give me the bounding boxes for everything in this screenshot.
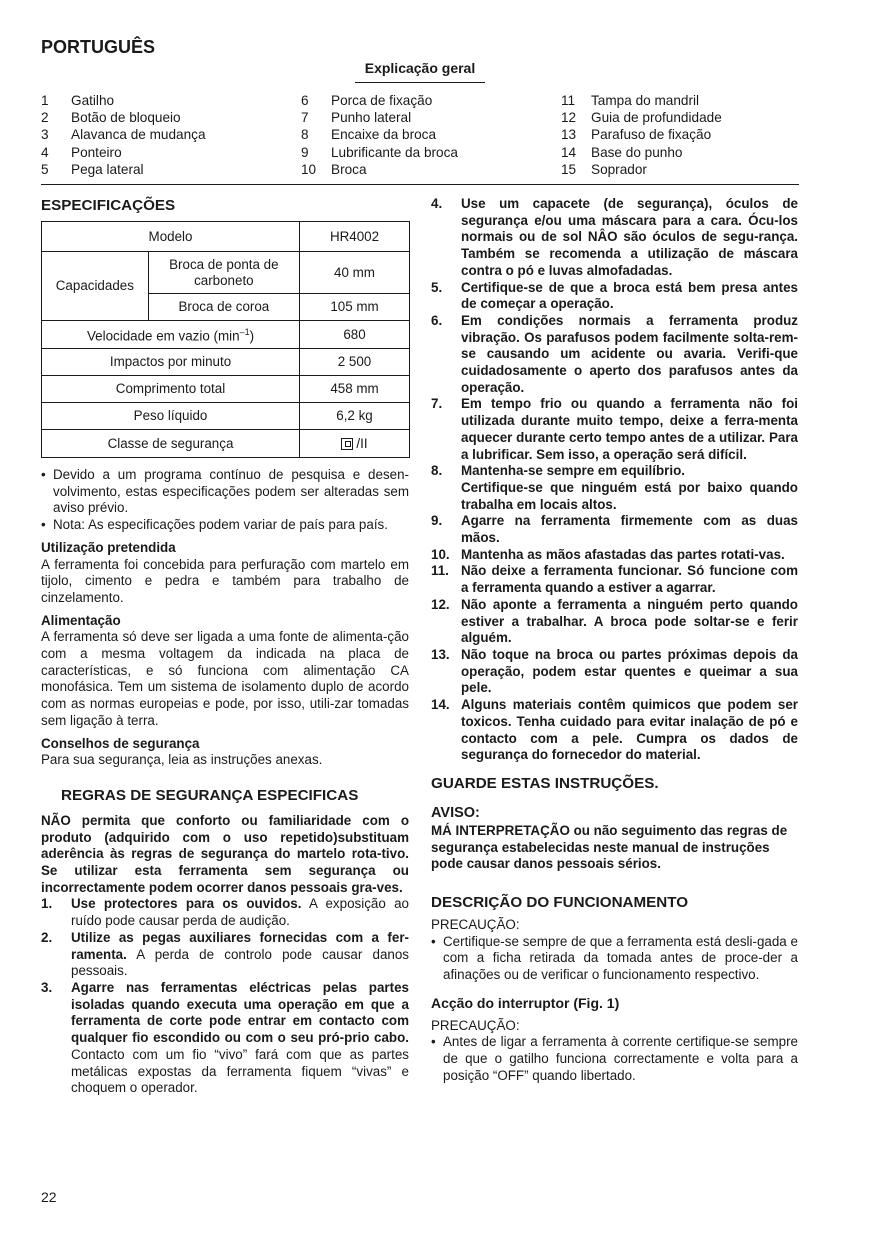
- list-item: 2 Botão de bloqueio: [41, 110, 181, 126]
- list-item: 4 Ponteiro: [41, 144, 122, 160]
- spec-note: • Devido a um programa contínuo de pesquisa e desen-volvimento, estas especificações podem ser alteradas sem aviso prévio.: [41, 467, 409, 517]
- rule-item: 4. Use um capacete (de segurança), óculos de segurança e/ou uma máscara para a cara. Ócu-los normais ou de sol NÂO são óculos de segu-rança. Também se recomenda a utilização de máscara contra o pó e luvas almofadadas.: [431, 196, 798, 278]
- switch-action-heading: Acção do interruptor (Fig. 1): [431, 994, 620, 1011]
- rule-item: 8. Mantenha-se sempre em equilíbrio. Certifique-se que ninguém está por baixo quando trabalha em locais altos.: [431, 463, 798, 512]
- caution-label: PRECAUÇÃO:: [431, 1017, 520, 1033]
- divider: [41, 184, 799, 185]
- rule-item: 12. Não aponte a ferramenta a ninguém perto quando estiver a trabalhar. A broca pode soltar-se e ferir alguém.: [431, 596, 798, 646]
- safety-tips-text: Para sua segurança, leia as instruções anexas.: [41, 752, 323, 768]
- right-column: [431, 196, 798, 1084]
- caution-label: PRECAUÇÃO:: [431, 917, 520, 933]
- capacities-label: Capacidades: [42, 252, 149, 321]
- list-item: 5 Pega lateral: [41, 161, 144, 177]
- specifications-heading: ESPECIFICAÇÕES: [41, 197, 176, 214]
- parts-list-col2: [301, 92, 551, 178]
- power-supply-heading: Alimentação: [41, 612, 121, 628]
- list-item: 10 Broca: [301, 161, 367, 177]
- impacts-value: 2 500: [300, 349, 410, 376]
- carbide-bit-value: 40 mm: [300, 252, 410, 294]
- net-weight-value: 6,2 kg: [300, 403, 410, 430]
- double-insulation-icon: [341, 438, 353, 450]
- power-supply-text: A ferramenta só deve ser ligada a uma fonte de alimenta-ção com a mesma voltagem da indicada na placa de características, e só funciona com alimentação CA monofásica. Tem um sistema de isolamento duplo de acordo com as normas europeias e pode, por isso, utili-zar tomadas sem ligação à terra.: [41, 629, 409, 728]
- list-item: 6 Porca de fixação: [301, 93, 433, 108]
- overall-length-label: Comprimento total: [42, 376, 300, 403]
- parts-list-col1: [41, 92, 291, 178]
- list-item: 12 Guia de profundidade: [561, 110, 722, 126]
- specifications-table: [41, 221, 410, 458]
- rule-item: 1. Use protectores para os ouvidos. A exposição ao ruído pode causar perda de audição.: [41, 896, 409, 929]
- warning-heading: AVISO:: [431, 804, 480, 821]
- no-load-speed-value: 680: [300, 321, 410, 349]
- parts-list-col3: [561, 92, 799, 178]
- spec-note: • Nota: As especificações podem variar de país para país.: [41, 517, 409, 534]
- list-item: 13 Parafuso de fixação: [561, 127, 712, 143]
- safety-class-label: Classe de segurança: [42, 430, 300, 458]
- save-instructions-heading: GUARDE ESTAS INSTRUÇÕES.: [431, 774, 659, 792]
- rule-item: 2. Utilize as pegas auxiliares fornecidas com a fer-ramenta. A perda de controlo pode causar danos pessoais.: [41, 929, 409, 979]
- net-weight-label: Peso líquido: [42, 403, 300, 430]
- list-item: 1 Gatilho: [41, 93, 115, 108]
- rule-item: 6. Em condições normais a ferramenta produz vibração. Os parafusos podem facilmente solta-rem-se causando um acidente ou avaria. Verifi-que cuidadosamente o aperto dos parafusos antes da operação.: [431, 312, 798, 395]
- core-bit-value: 105 mm: [300, 294, 410, 321]
- rule-item: 10. Mantenha as mãos afastadas das partes rotati-vas.: [431, 546, 785, 562]
- list-item: 8 Encaixe da broca: [301, 127, 437, 143]
- list-item: 15 Soprador: [561, 161, 647, 177]
- list-item: 9 Lubrificante da broca: [301, 144, 458, 160]
- model-value: HR4002: [300, 222, 410, 252]
- list-item: 7 Punho lateral: [301, 110, 412, 126]
- list-item: 3 Alavanca de mudança: [41, 127, 206, 143]
- rule-item: 7. Em tempo frio ou quando a ferramenta não foi utilizada durante muito tempo, deixe a ferra-menta aquecer durante certo tempo antes de a utilizar. Para a lubrificar. Sem isso, a operação será difícil.: [431, 396, 798, 462]
- rule-item: 13. Não toque na broca ou partes próximas depois da operação, podem estar quentes e queimar a sua pele.: [431, 646, 798, 696]
- safety-tips-heading: Conselhos de segurança: [41, 735, 200, 751]
- list-item: 14 Base do punho: [561, 144, 683, 160]
- core-bit-label: Broca de coroa: [148, 294, 299, 321]
- left-column: [41, 196, 409, 1097]
- caution-bullet: • Antes de ligar a ferramenta à corrente certifique-se sempre de que o gatilho funciona correctamente e volta para a posição “OFF” quando libertado.: [431, 1034, 798, 1084]
- intended-use-heading: Utilização pretendida: [41, 539, 176, 555]
- rule-item: 5. Certifique-se de que a broca está bem presa antes de começar a operação.: [431, 279, 798, 312]
- list-item: 11 Tampa do mandril: [561, 93, 700, 108]
- model-label: Modelo: [42, 222, 300, 252]
- rule-item: 9. Agarre na ferramenta firmemente com as duas mãos.: [431, 513, 798, 546]
- page-number: 22: [41, 1189, 57, 1205]
- warning-text: MÁ INTERPRETAÇÃO ou não seguimento das regras de segurança estabelecidas neste manual de instruções pode causar danos pessoais sérios.: [431, 822, 788, 872]
- carbide-bit-label: Broca de ponta de carboneto: [148, 252, 299, 294]
- functional-description-heading: DESCRIÇÃO DO FUNCIONAMENTO: [431, 894, 689, 912]
- overall-length-value: 458 mm: [300, 376, 410, 403]
- specific-rules-heading: REGRAS DE SEGURANÇA ESPECIFICAS: [61, 786, 359, 804]
- caution-bullet: • Certifique-se sempre de que a ferramenta está desli-gada e com a ficha retirada da tomada antes de proce-der a afinações ou de verificar o funcionamento respectivo.: [431, 934, 798, 984]
- intended-use-text: A ferramenta foi concebida para perfuração com martelo em tijolo, cimento e pedra e também para trabalho de cinzelamento.: [41, 556, 409, 605]
- rule-item: 3. Agarre nas ferramentas eléctricas pelas partes isoladas quando executa uma operação em que a ferramenta de corte pode entrar em contacto com qualquer fio escondido ou com o seu pró-prio cabo. Contacto com um fio “vivo” fará com que as partes metálicas expostas da ferramenta fiquem “vivas” e choquem o operador.: [41, 979, 409, 1096]
- rule-item: 14. Alguns materiais contêm quimicos que podem ser toxicos. Tenha cuidado para evitar inalação de pó e contacto com a pele. Cumpra os dados de segurança do fornecedor do material.: [431, 697, 798, 763]
- general-explanation-title: Explicação geral: [355, 60, 485, 83]
- language-heading: PORTUGUÊS: [41, 37, 156, 57]
- safety-class-value: /II: [300, 430, 410, 458]
- specific-rules-intro: NÃO permita que conforto ou familiaridade com o produto (adquirido com o uso repetido)substituam aderência às regras de segurança do martelo rota-tivo. Se utilizar esta ferramenta sem segurança ou incorrectamente podem ocorrer danos pessoais gra-ves.: [41, 812, 409, 895]
- impacts-label: Impactos por minuto: [42, 349, 300, 376]
- no-load-speed-label: Velocidade em vazio $(\min^{-1})$: [42, 321, 300, 349]
- rule-item: 11. Não deixe a ferramenta funcionar. Só funcione com a ferramenta quando a estiver a agarrar.: [431, 563, 798, 596]
